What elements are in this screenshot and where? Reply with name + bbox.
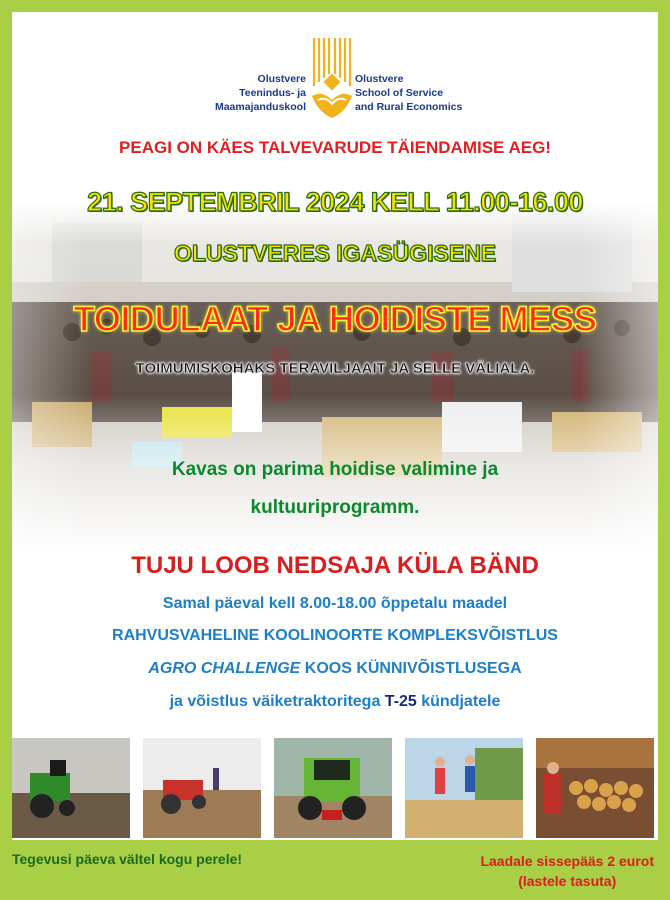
info-line-1: Samal päeval kell 8.00-18.00 õppetalu maadel xyxy=(162,595,508,612)
logo-left-line: Olustvere xyxy=(257,73,306,85)
onion-stall-photo xyxy=(536,738,654,838)
red-tractor-photo xyxy=(143,738,261,838)
t25-label: T-25 xyxy=(384,693,417,710)
logo-left-line: Teenindus- ja xyxy=(239,87,306,99)
logo-right-line: School of Service xyxy=(355,87,444,99)
program-line-2: kultuuriprogramm. xyxy=(250,497,420,518)
olustvere-emblem-icon xyxy=(310,34,354,124)
photo-row xyxy=(12,738,658,838)
event-venue: TOIMUMISKOHAKS TERAVILJAAIT JA SELLE VÄLIALA. xyxy=(135,360,535,377)
info-line-3 xyxy=(12,660,658,678)
logo-text-estonian xyxy=(215,72,306,114)
event-subtitle: OLUSTVERES IGASÜGISENE xyxy=(173,240,497,266)
agro-challenge-label: AGRO CHALLENGE xyxy=(148,660,301,677)
entry-fee-children-line: (lastele tasuta) xyxy=(518,873,617,889)
info-line-3-rest: KOOS KÜNNIVÕISTLUSEGA xyxy=(300,660,522,677)
children-hay-photo xyxy=(405,738,523,838)
info-line-4 xyxy=(12,693,658,711)
event-date: 21. SEPTEMBRIL 2024 KELL 11.00-16.00 xyxy=(87,187,583,217)
program-line-1: Kavas on parima hoidise valimine ja xyxy=(171,459,499,480)
logo-right-line: Olustvere xyxy=(355,73,404,85)
footer-entry-fee xyxy=(480,851,654,891)
poster-content xyxy=(12,12,658,840)
logo-text-english xyxy=(355,72,462,114)
info-line-4-pre: ja võistlus väiketraktoritega xyxy=(169,693,385,710)
footer-family-note: Tegevusi päeva vältel kogu perele! xyxy=(12,851,243,867)
info-line-2: RAHVUSVAHELINE KOOLINOORTE KOMPLEKSVÕISTLUS xyxy=(112,627,558,644)
headline-red: PEAGI ON KÄES TALVEVARUDE TÄIENDAMISE AEG! xyxy=(119,138,551,157)
band-announcement: TUJU LOOB NEDSAJA KÜLA BÄND xyxy=(131,552,539,579)
entry-fee-line: Laadale sissepääs 2 eurot xyxy=(480,853,654,869)
green-tractor-photo xyxy=(274,738,392,838)
logo-right-line: and Rural Economics xyxy=(355,101,463,113)
school-logo xyxy=(12,34,658,124)
logo-left-line: Maamajanduskool xyxy=(214,101,306,113)
info-line-4-post: kündjatele xyxy=(416,693,501,710)
event-title: TOIDULAAT JA HOIDISTE MESS xyxy=(73,300,597,339)
tractor-field-photo xyxy=(12,738,130,838)
